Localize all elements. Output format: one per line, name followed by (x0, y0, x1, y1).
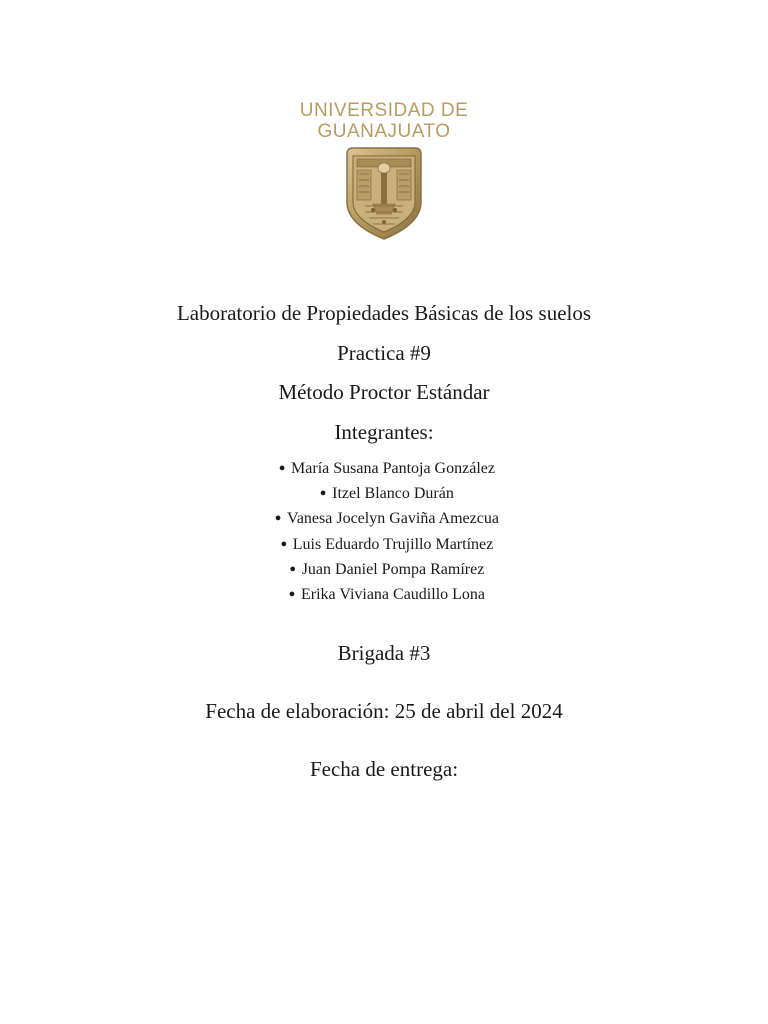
member-name: Luis Eduardo Trujillo Martínez (292, 535, 494, 553)
list-item (0, 481, 768, 506)
member-name: María Susana Pantoja González (291, 460, 495, 477)
bullet-icon: ● (319, 487, 327, 500)
elaboration-date: Fecha de elaboración: 25 de abril del 2024 (205, 699, 563, 723)
bullet-icon: ● (288, 588, 296, 601)
method-title: Método Proctor Estándar (278, 380, 490, 404)
member-name: Erika Viviana Caudillo Lona (300, 586, 486, 604)
bullet-icon: ● (280, 537, 288, 550)
list-item (0, 557, 768, 582)
member-name: Juan Daniel Pompa Ramírez (301, 560, 485, 578)
member-name: Vanesa Jocelyn Gaviña Amezcua (287, 510, 499, 528)
list-item (0, 532, 768, 557)
logo-line-2: GUANAJUATO (317, 121, 451, 142)
list-item (0, 506, 768, 531)
bullet-icon: ● (274, 512, 282, 525)
delivery-date: Fecha de entrega: (309, 757, 459, 781)
list-item (0, 456, 768, 481)
list-item (0, 582, 768, 607)
bullet-icon: ● (278, 462, 286, 474)
brigade-label: Brigada #3 (337, 641, 431, 665)
member-name: Itzel Blanco Durán (332, 485, 454, 503)
bullet-icon: ● (289, 562, 297, 575)
logo-line-1: UNIVERSIDAD DE (299, 100, 469, 121)
members-heading: Integrantes: (334, 420, 434, 444)
course-title: Laboratorio de Propiedades Básicas de los suelos (176, 301, 592, 325)
university-logo (0, 100, 768, 142)
members-list (0, 456, 768, 607)
university-seal-icon (343, 144, 425, 242)
practice-number: Practica #9 (337, 341, 431, 365)
